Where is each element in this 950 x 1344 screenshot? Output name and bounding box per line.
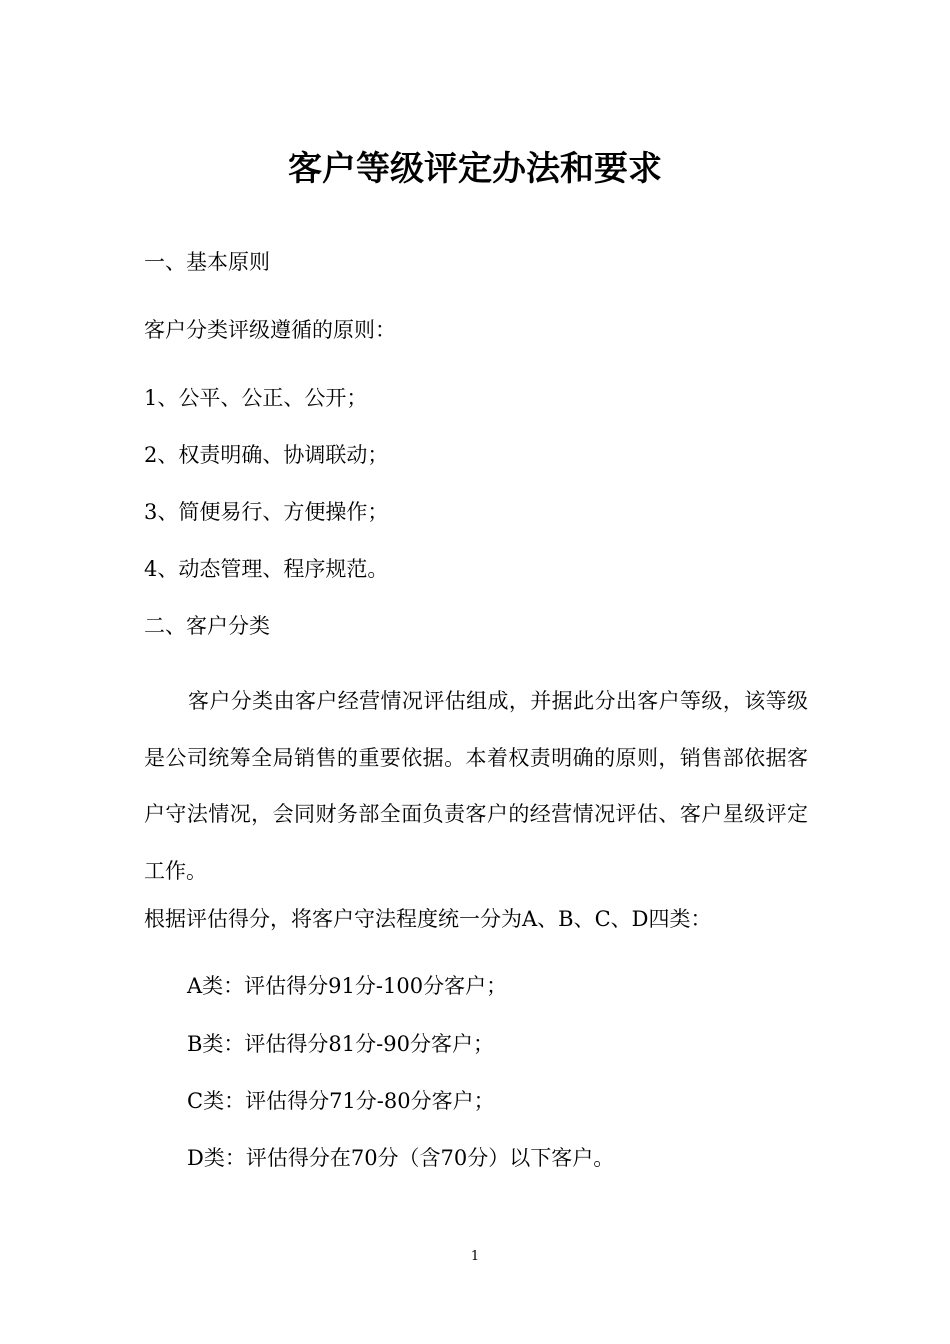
class-item-a: A类：评估得分91分-100分客户； [187, 974, 508, 998]
class-item-c: C类：评估得分71分-80分客户； [187, 1089, 495, 1113]
classification-paragraph: 客户分类由客户经营情况评估组成，并据此分出客户等级，该等级是公司统筹全局销售的重要依据。本着权责明确的原则，销售部依据客户守法情况，会同财务部全面负责客户的经营情况评估、客户星级评定工作。 [144, 689, 808, 883]
section-heading-customer-classification: 二、客户分类 [144, 614, 270, 638]
principle-item-4: 4、动态管理、程序规范。 [144, 557, 389, 581]
section-heading-basic-principles: 一、基本原则 [144, 250, 270, 274]
principle-item-2: 2、权责明确、协调联动； [144, 443, 389, 467]
document-title: 客户等级评定办法和要求 [288, 149, 662, 189]
class-item-d: D类：评估得分在70分（含70分）以下客户。 [187, 1146, 615, 1170]
classification-intro: 根据评估得分，将客户守法程度统一分为A、B、C、D四类： [144, 907, 712, 931]
class-item-b: B类：评估得分81分-90分客户； [187, 1032, 494, 1056]
principles-intro: 客户分类评级遵循的原则： [144, 318, 396, 342]
principle-item-3: 3、简便易行、方便操作； [144, 500, 389, 524]
page-number: 1 [470, 1249, 480, 1264]
principle-item-1: 1、公平、公正、公开； [144, 386, 368, 410]
